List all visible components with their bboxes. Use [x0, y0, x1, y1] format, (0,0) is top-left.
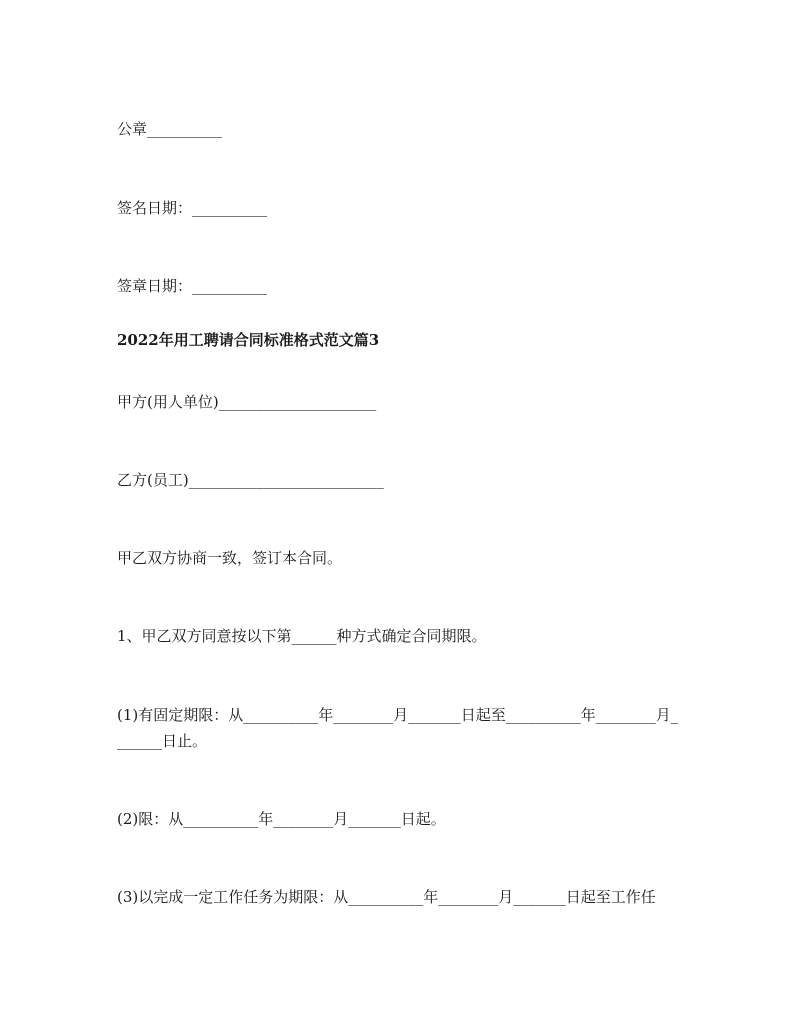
task-term-line: (3)以完成一定工作任务为期限：从__________年________月_______日起至工作任: [117, 888, 656, 906]
clause-1-line: 1、甲乙双方同意按以下第______种方式确定合同期限。: [117, 627, 487, 645]
party-a-line: 甲方(用人单位)_____________________: [117, 393, 377, 411]
section-heading: 2022年用工聘请合同标准格式范文篇3: [117, 331, 380, 349]
open-term-line: (2)限：从__________年________月_______日起。: [117, 810, 446, 828]
fixed-term-paragraph: (1)有固定期限：从__________年________月_______日起至__________年________月_______日止。: [117, 706, 679, 750]
party-b-line: 乙方(员工)__________________________: [117, 471, 384, 489]
agreement-line: 甲乙双方协商一致，签订本合同。: [117, 549, 343, 567]
sign-date-line: 签名日期：__________: [117, 199, 268, 217]
seal-line: 公章__________: [117, 120, 223, 138]
stamp-date-line: 签章日期：__________: [117, 277, 268, 295]
